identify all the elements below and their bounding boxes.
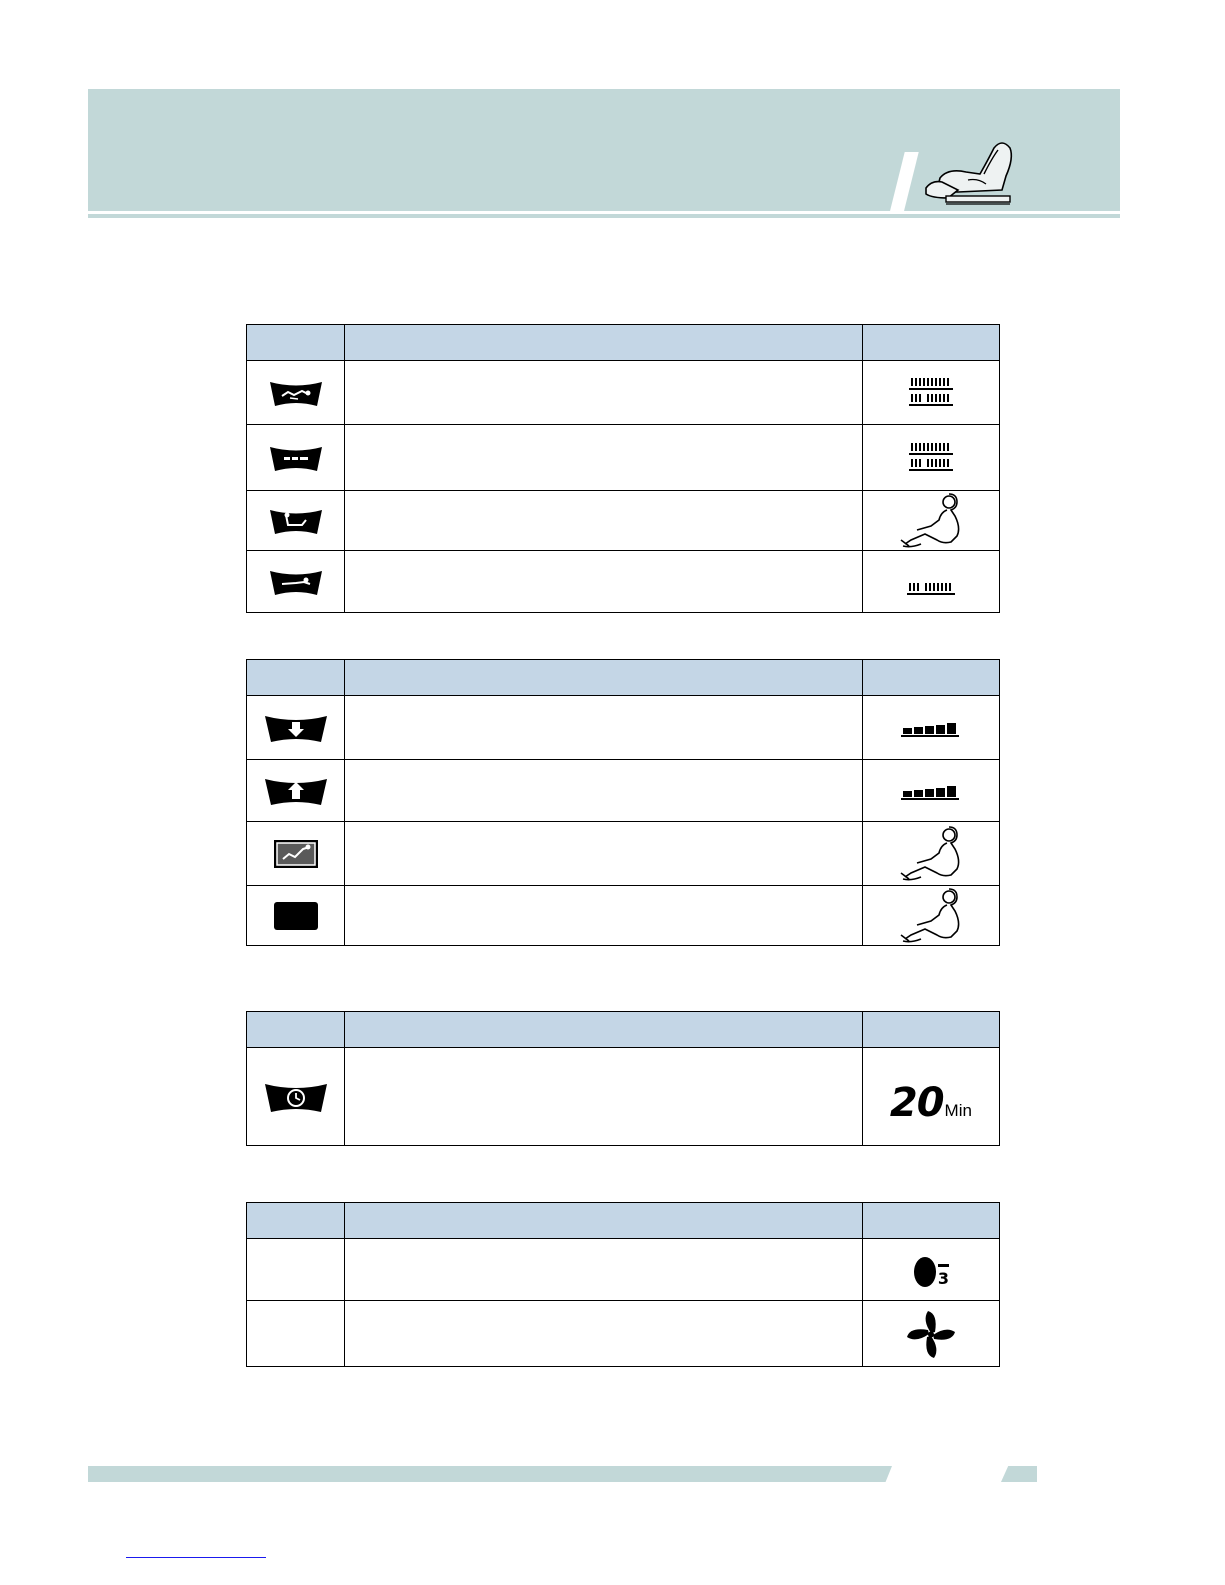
massage-chair-icon	[918, 140, 1018, 206]
seated-figure-icon	[891, 887, 971, 945]
panel-1	[246, 324, 1000, 613]
footer-page-tab	[1001, 1466, 1037, 1482]
table-row	[247, 886, 1000, 946]
seated-figure-icon	[891, 825, 971, 883]
timer-display-unit: Min	[944, 1100, 972, 1120]
seated-figure-icon	[891, 492, 971, 550]
panel-3-header	[247, 1012, 1000, 1048]
table-row	[247, 551, 1000, 613]
table-row	[247, 425, 1000, 491]
table-row	[247, 1301, 1000, 1367]
panel-4	[246, 1202, 1000, 1367]
single-level-bars-icon	[907, 581, 955, 597]
flat-recline-key-icon[interactable]	[268, 568, 324, 596]
stepped-level-bars-icon	[901, 781, 961, 801]
footer-link-underline[interactable]	[126, 1557, 266, 1558]
ion-level-icon	[909, 1252, 953, 1292]
table-row	[247, 1239, 1000, 1301]
table-row	[247, 822, 1000, 886]
table-row	[247, 696, 1000, 760]
panel-4-header	[247, 1203, 1000, 1239]
panel-3	[246, 1011, 1000, 1146]
panel-2-header	[247, 660, 1000, 696]
footer-band	[88, 1466, 892, 1482]
stepped-level-bars-icon	[901, 718, 961, 738]
table-row	[247, 361, 1000, 425]
panel-2	[246, 659, 1000, 946]
segment-bar-key-icon[interactable]	[268, 444, 324, 472]
panel-1-header	[247, 325, 1000, 361]
up-arrow-key-icon[interactable]	[263, 775, 329, 807]
ion-level-digit: 3	[937, 1269, 950, 1288]
timer-display-number: 20	[889, 1079, 944, 1126]
table-row	[247, 1048, 1000, 1146]
table-row	[247, 760, 1000, 822]
table-row	[247, 491, 1000, 551]
down-arrow-key-icon[interactable]	[263, 712, 329, 744]
header-rule	[88, 214, 1120, 218]
leg-rest-key-icon[interactable]	[268, 507, 324, 535]
fan-icon	[902, 1308, 960, 1360]
recline-mode-key-icon[interactable]	[273, 839, 319, 869]
dual-level-bars-icon	[909, 376, 953, 410]
dual-level-bars-icon	[909, 441, 953, 475]
blank-key-icon[interactable]	[273, 901, 319, 931]
timer-key-icon[interactable]	[263, 1080, 329, 1114]
recline-both-key-icon[interactable]	[268, 379, 324, 407]
timer-display-icon	[890, 1068, 972, 1126]
